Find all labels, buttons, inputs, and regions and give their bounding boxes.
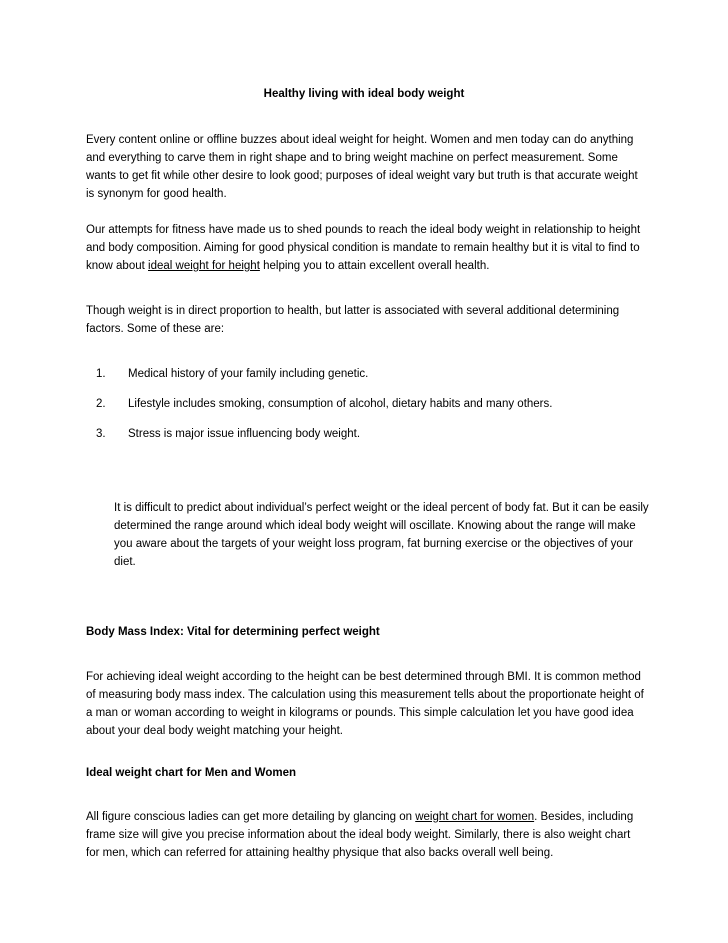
paragraph-factors: Though weight is in direct proportion to health, but latter is associated with several additional determining factors. Some of these are: [86, 305, 620, 335]
paragraph-intro: Every content online or offline buzzes about ideal weight for height. Women and men today can do anything and everything to carve them in right shape and to bring weight machine on perfect measurement. Some wants to get fit while other desire to look good; purposes of ideal weight vary but truth is that accurate weight is synonym for good health. [86, 134, 638, 200]
list-item-text: Stress is major issue influencing body weight. [128, 428, 361, 440]
list-item-text: Medical history of your family including genetic. [128, 368, 369, 380]
paragraph-range: It is difficult to predict about individual’s perfect weight or the ideal percent of body fat. But it can be easily determined the range around which ideal body weight will oscillate. Knowing about the range will make you aware about the targets of your weight loss program, fat burning exercise or the objectives of your diet. [114, 502, 649, 568]
list-item-number: 1. [96, 368, 106, 380]
list-item [96, 366, 368, 382]
list-item-number: 2. [96, 398, 106, 410]
paragraph-weight-chart-text-before: All figure conscious ladies can get more detailing by glancing on [86, 811, 416, 823]
ideal-weight-for-height-link[interactable]: ideal weight for height [148, 260, 260, 272]
list-item [96, 396, 552, 412]
paragraph-fitness-text-before: Our attempts for fitness have made us to shed pounds to reach the ideal body weight in relationship to height and body composition. Aiming for good physical condition is mandate to remain healthy but it is vital to find to know about [86, 224, 641, 272]
paragraph-fitness [86, 221, 646, 275]
document-title: Healthy living with ideal body weight [263, 88, 465, 100]
heading-weight-chart: Ideal weight chart for Men and Women [86, 767, 297, 779]
list-item [96, 426, 360, 442]
list-item-text: Lifestyle includes smoking, consumption of alcohol, dietary habits and many others. [128, 398, 553, 410]
heading-bmi: Body Mass Index: Vital for determining perfect weight [86, 626, 380, 638]
paragraph-bmi: For achieving ideal weight according to the height can be best determined through BMI. It is common method of measuring body mass index. The calculation using this measurement tells about the proportionate height of a man or woman according to weight in kilograms or pounds. This simple calculation let you have good idea about your deal body weight matching your height. [86, 671, 644, 737]
paragraph-weight-chart-text-after: . Besides, including frame size will give you precise information about the ideal body weight. Similarly, there is also weight chart for men, which can referred for attaining healthy physique that also backs overall well being. [86, 811, 634, 859]
list-item-number: 3. [96, 428, 106, 440]
paragraph-weight-chart [86, 808, 646, 862]
weight-chart-for-women-link[interactable]: weight chart for women [415, 811, 535, 823]
paragraph-fitness-text-after: helping you to attain excellent overall health. [259, 260, 490, 272]
